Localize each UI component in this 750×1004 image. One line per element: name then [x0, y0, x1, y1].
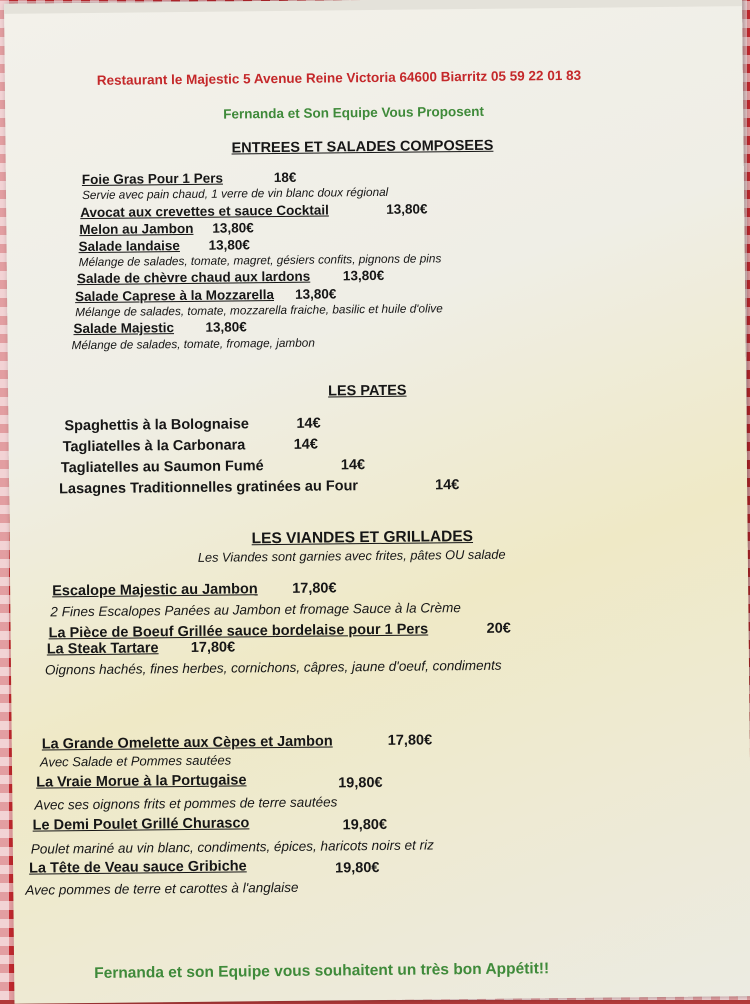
menu-item-name: Salade landaise	[78, 238, 180, 255]
menu-sheet	[4, 0, 750, 1004]
menu-item-price: 13,80€	[386, 201, 428, 217]
menu-item-name: Melon au Jambon	[79, 220, 194, 238]
restaurant-header: Restaurant le Majestic 5 Avenue Reine Victoria 64600 Biarritz 05 59 22 01 83	[96, 67, 582, 88]
meat-item-name: Escalope Majestic au Jambon	[52, 581, 258, 600]
menu-item-name: Avocat aux crevettes et sauce Cocktail	[80, 202, 329, 221]
section-title-viandes: LES VIANDES ET GRILLADES	[251, 527, 474, 548]
meat-item-description: Oignons hachés, fines herbes, cornichons, câpres, jaune d'oeuf, condiments	[44, 657, 502, 678]
pasta-item-name: Tagliatelles au Saumon Fumé	[60, 458, 264, 477]
pasta-item-name: Spaghettis à la Bolognaise	[64, 416, 250, 435]
meat-item-description: 2 Fines Escalopes Panées au Jambon et fromage Sauce à la Crème	[50, 600, 461, 620]
menu-item-description: Mélange de salades, tomate, magret, gésiers confits, pignons de pins	[78, 251, 442, 270]
meat-item-price: 17,80€	[190, 639, 236, 656]
dish-item-price: 19,80€	[338, 774, 383, 792]
menu-item-description: Servie avec pain chaud, 1 verre de vin blanc doux régional	[81, 184, 389, 203]
dish-item-name: La Vraie Morue à la Portugaise	[36, 772, 247, 791]
menu-item-price: 13,80€	[208, 237, 250, 253]
pasta-item-price: 14€	[340, 457, 366, 474]
meat-item-name: La Steak Tartare	[46, 640, 159, 658]
menu-item-name: Salade Majestic	[73, 320, 175, 337]
pasta-item-price: 14€	[293, 436, 318, 453]
meat-item-price: 20€	[486, 620, 511, 637]
menu-item-name: Foie Gras Pour 1 Pers	[81, 170, 223, 188]
pasta-item-name: Tagliatelles à la Carbonara	[62, 437, 246, 456]
meat-item-price: 17,80€	[292, 580, 337, 597]
menu-subtitle: Fernanda et Son Equipe Vous Proposent	[223, 103, 485, 122]
dish-item-description: Avec ses oignons frits et pommes de terre sautées	[34, 794, 338, 813]
section-note-viandes: Les Viandes sont garnies avec frites, pâtes OU salade	[197, 546, 506, 565]
pasta-item-price: 14€	[296, 415, 321, 432]
pasta-item-name: Lasagnes Traditionnelles gratinées au Four	[59, 478, 359, 498]
dish-item-description: Avec Salade et Pommes sautées	[39, 752, 232, 770]
menu-item-name: Salade de chèvre chaud aux lardons	[76, 268, 311, 287]
section-title-entrees: ENTREES ET SALADES COMPOSEES	[231, 137, 494, 157]
dish-item-name: La Tête de Veau sauce Gribiche	[28, 858, 247, 877]
dish-item-price: 19,80€	[335, 859, 380, 877]
menu-item-description: Mélange de salades, tomate, fromage, jambon	[71, 335, 315, 353]
dish-item-price: 19,80€	[342, 816, 388, 834]
dish-item-description: Avec pommes de terre et carottes à l'anglaise	[25, 879, 299, 898]
dish-item-description: Poulet mariné au vin blanc, condiments, épices, haricots noirs et riz	[30, 837, 434, 857]
menu-item-description: Mélange de salades, tomate, mozzarella fraiche, basilic et huile d'olive	[75, 301, 443, 320]
menu-item-price: 13,80€	[205, 319, 247, 335]
paper-top-edge	[4, 0, 742, 14]
dish-item-price: 17,80€	[387, 732, 433, 749]
menu-item-price: 18€	[273, 169, 297, 186]
menu-item-price: 13,80€	[294, 286, 337, 302]
menu-item-price: 13,80€	[342, 267, 385, 284]
pasta-item-price: 14€	[435, 477, 460, 494]
meat-item-name: La Pièce de Boeuf Grillée sauce bordelaise pour 1 Pers	[48, 621, 429, 642]
dish-item-name: La Grande Omelette aux Cèpes et Jambon	[41, 733, 333, 753]
menu-item-price: 13,80€	[212, 220, 254, 236]
menu-item-name: Salade Caprese à la Mozzarella	[75, 287, 275, 305]
dish-item-name: Le Demi Poulet Grillé Churasco	[32, 815, 250, 834]
section-title-pates: LES PATES	[328, 382, 407, 400]
footer-message: Fernanda et son Equipe vous souhaitent un très bon Appétit!!	[94, 960, 550, 982]
